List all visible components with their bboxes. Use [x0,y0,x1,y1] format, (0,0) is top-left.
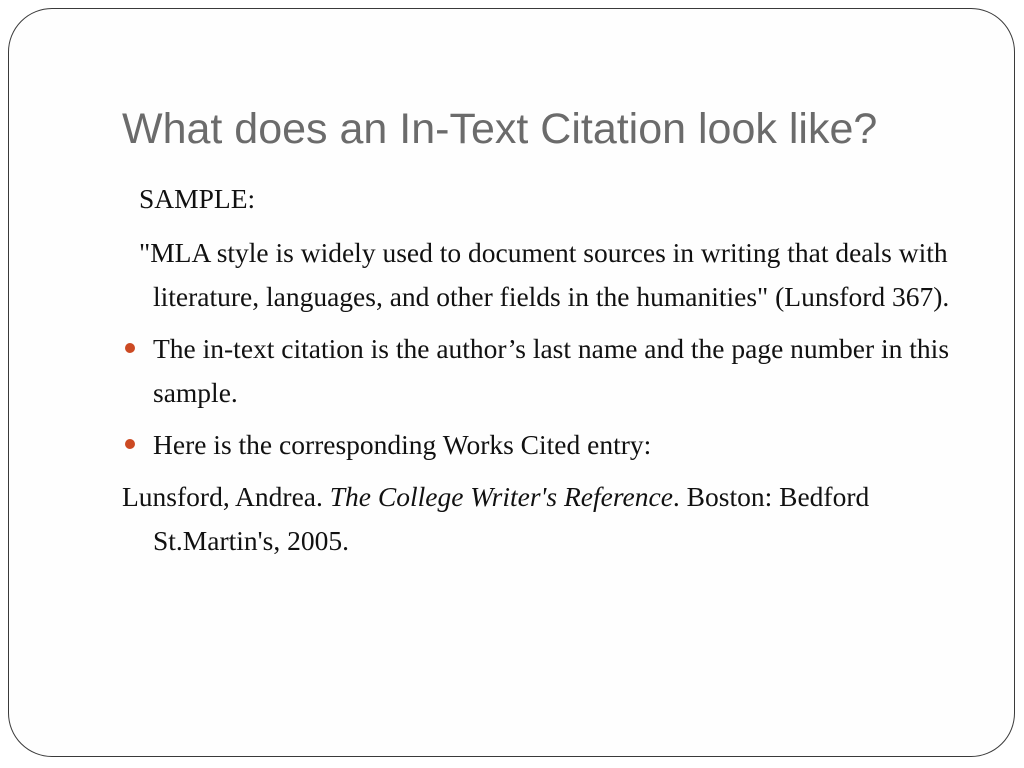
slide-body [122,177,972,563]
bullet-text: Here is the corresponding Works Cited entry: [153,429,652,460]
bullet-dot-icon [125,439,135,449]
bullet-text: The in-text citation is the author’s last name and the page number in this sample. [153,333,950,408]
bullet-item [122,423,972,467]
bullet-dot-icon [125,343,135,353]
citation-book-title: The College Writer's Reference [329,481,673,512]
citation-author: Lunsford, Andrea. [122,481,330,512]
sample-label: SAMPLE: [139,183,256,214]
bullet-item [122,327,972,415]
slide-title: What does an In-Text Citation look like? [122,105,878,153]
citation-publication: . Boston: Bedford St.Martin's, 2005. [153,481,870,556]
sample-quote: "MLA style is widely used to document sources in writing that deals with literature, languages, and other fields in the humanities" (Lunsford 367). [139,237,950,312]
slide-frame [8,8,1015,757]
works-cited-entry [122,475,972,563]
